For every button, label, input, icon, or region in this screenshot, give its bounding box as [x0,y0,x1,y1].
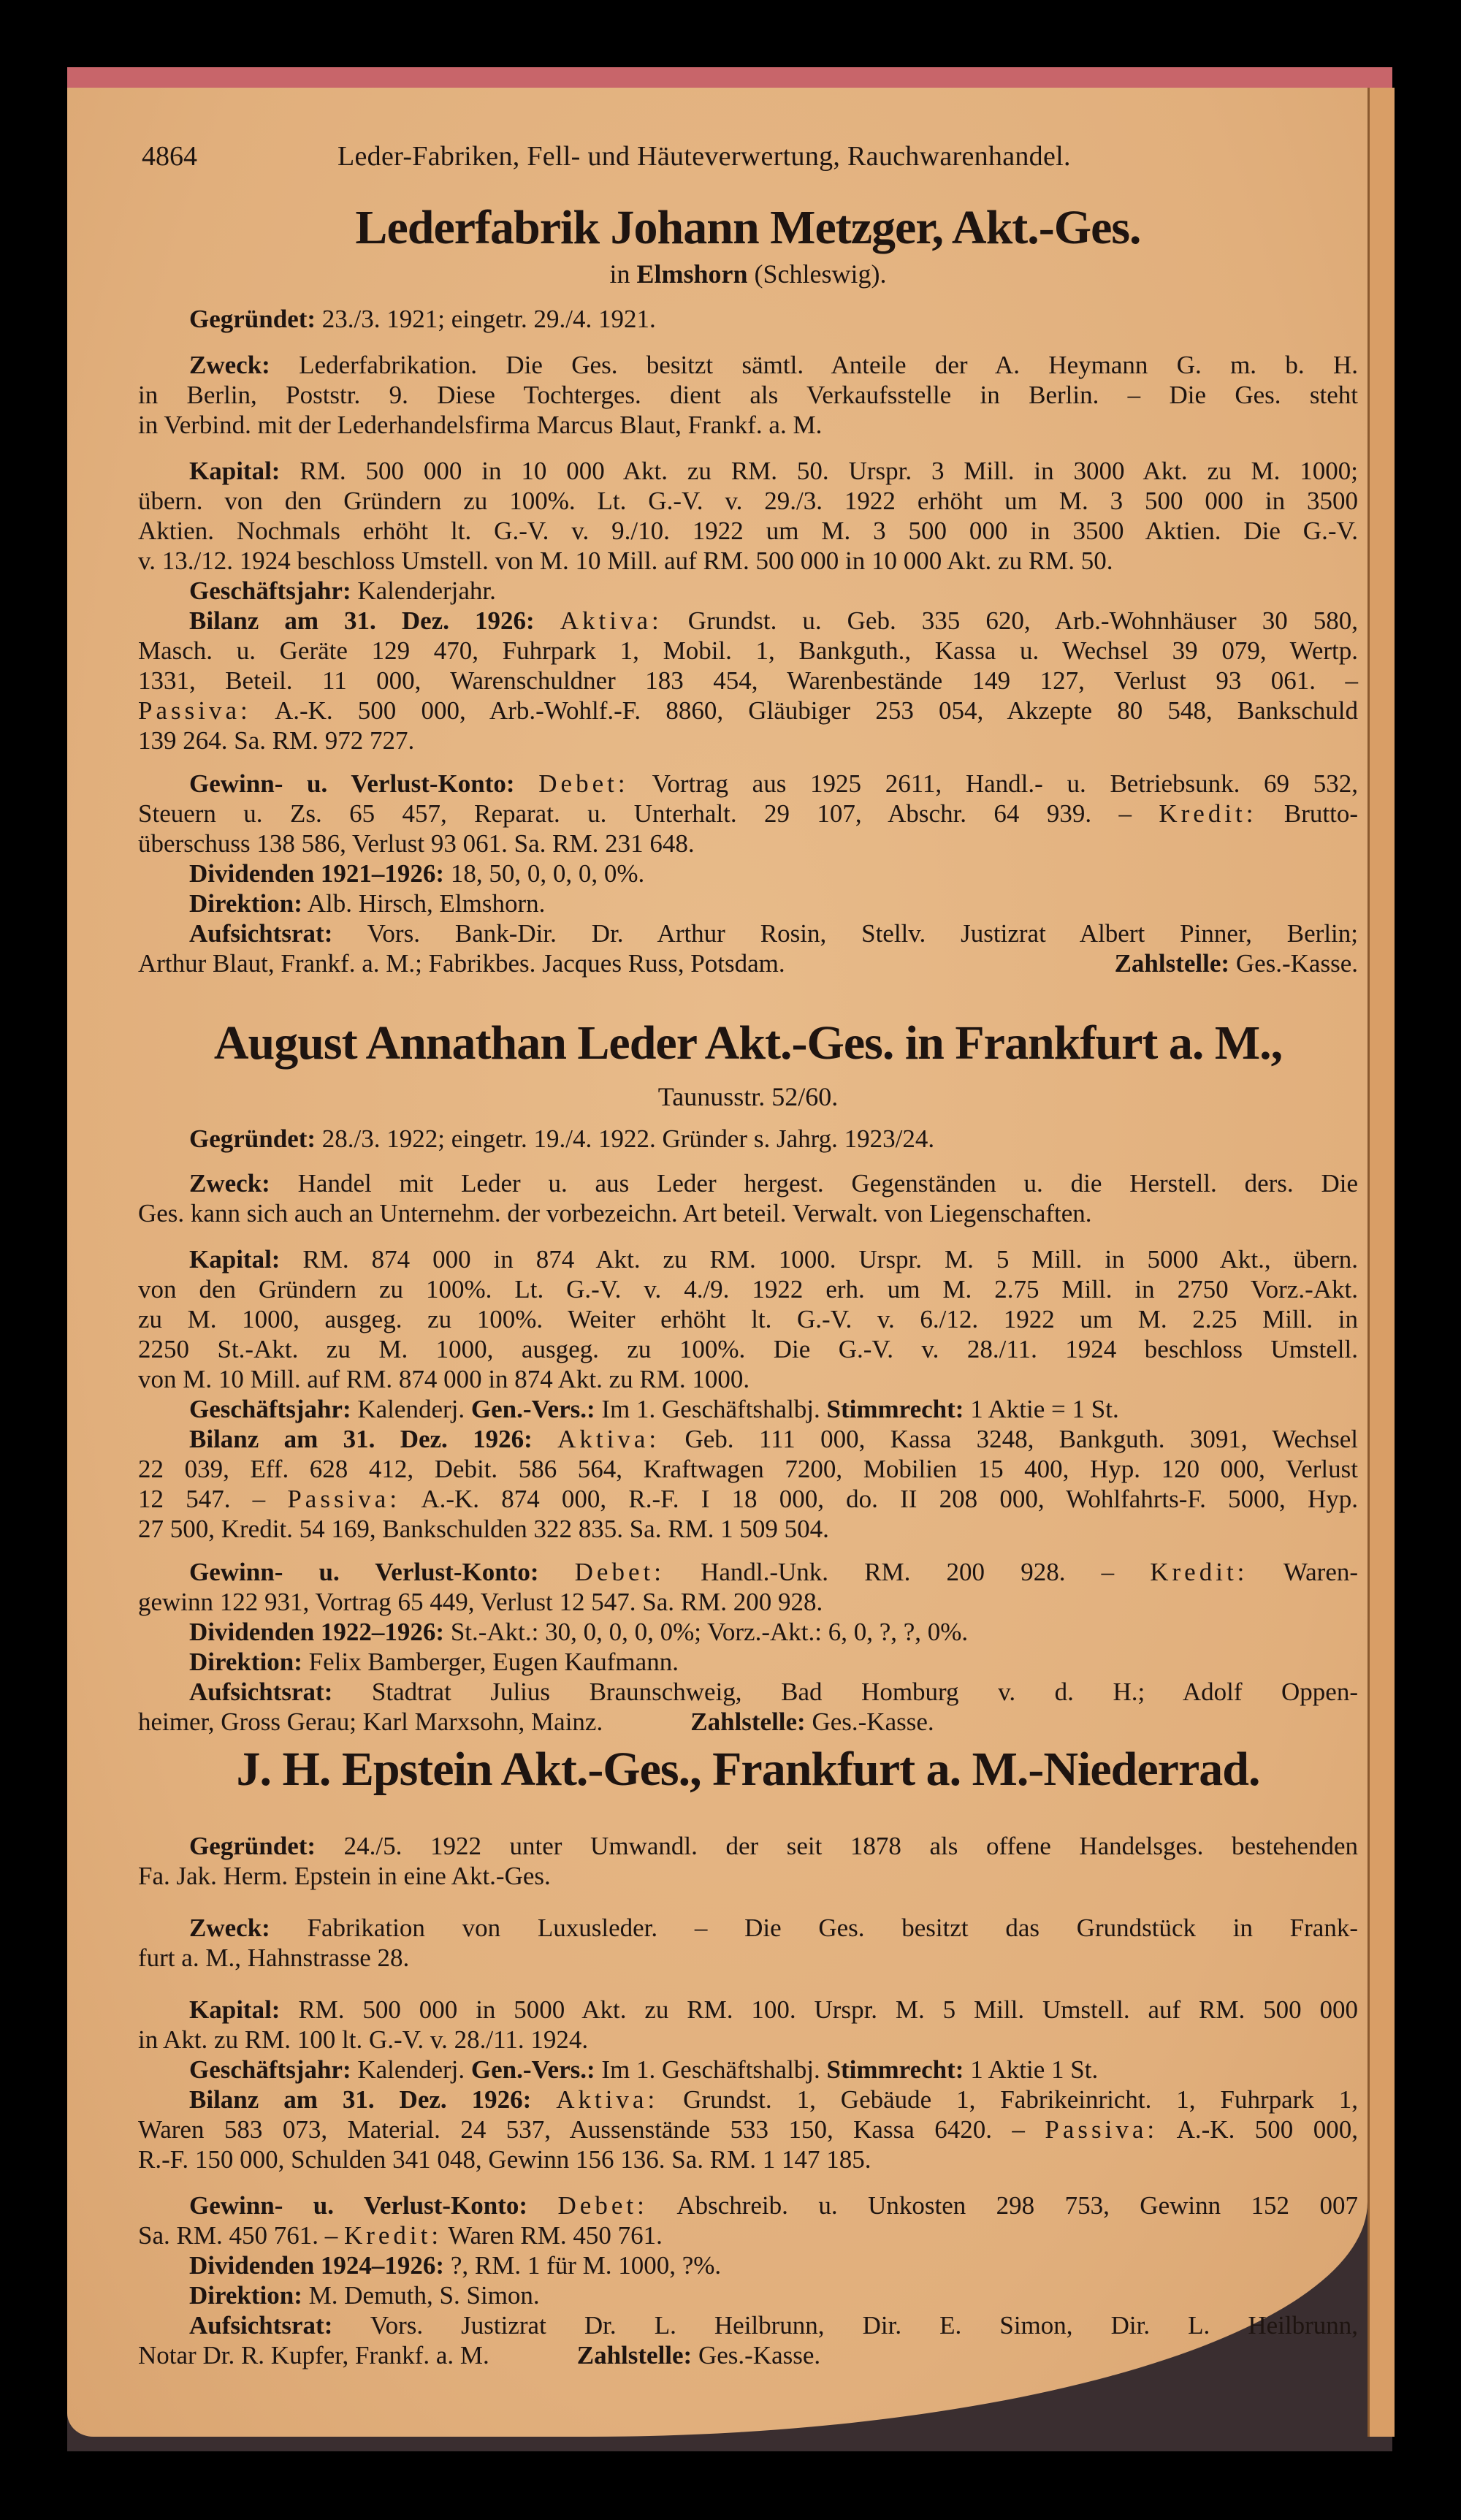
text-run: Handel mit Leder u. aus Leder hergest. Gegenständen u. die Herstell. ders. Die [270,1169,1358,1198]
entry-paragraph [138,2250,1358,2280]
text-line [138,1647,1358,1677]
text-line [138,1514,1358,1544]
text-run: Felix Bamberger, Eugen Kaufmann. [302,1648,679,1676]
book-binding-edge [67,67,1392,89]
field-label: Stimmrecht: [826,1395,964,1423]
entry-paragraph [138,918,1358,978]
text-run [515,769,539,798]
zahlstelle-label: Zahlstelle: [690,1708,806,1736]
entry-paragraph [138,1244,1358,1394]
text-run: A.-K. 874 000, R.-F. I 18 000, do. II 208 000, Wohlfahrts-F. 5000, Hyp. [400,1485,1359,1513]
text-run: Stadtrat Julius Braunschweig, Bad Homburg v. d. H.; Adolf Oppen- [332,1678,1358,1706]
text-run: 23./3. 1921; eingetr. 29./4. 1921. [316,305,656,333]
text-run: R.-F. 150 000, Schulden 341 048, Gewinn 156 136. Sa. RM. 1 147 185. [138,2145,871,2174]
text-line [138,1831,1358,1861]
entry-paragraph [138,2085,1358,2174]
text-line [138,2085,1358,2114]
text-line [138,486,1358,516]
text-run: Kalenderjahr. [351,576,496,605]
zahlstelle-label: Zahlstelle: [1114,949,1230,978]
text-line [138,1617,1358,1647]
zahlstelle-value: Ges.-Kasse. [692,2341,821,2369]
spaced-label: Debet: [538,769,629,798]
text-run: Im 1. Geschäftshalbj. [595,2055,827,2084]
text-run: Waren- [1248,1558,1359,1586]
field-label: Gegründet: [189,1832,316,1860]
entry-paragraph [138,606,1358,755]
text-line [138,2055,1358,2085]
text-run: Taunusstr. 52/60. [657,1082,839,1111]
field-label: Aufsichtsrat: [189,1678,333,1706]
entry-paragraph [138,1394,1358,1424]
text-run: 1331, Beteil. 11 000, Warenschuldner 183 454, Warenbestände 149 127, Verlust 93 061. – [138,666,1358,695]
page-paper [67,88,1367,2437]
field-label: Direktion: [189,889,302,918]
text-line [138,576,1358,606]
entry-paragraph [138,1647,1358,1677]
text-run: von M. 10 Mill. auf RM. 874 000 in 874 Akt. zu RM. 1000. [138,1365,750,1393]
company-entry [138,1014,1358,1737]
text-run: M. Demuth, S. Simon. [302,2281,540,2310]
text-run: Abschreib. u. Unkosten 298 753, Gewinn 152 007 [647,2191,1359,2220]
entry-paragraph [138,859,1358,888]
field-label: Kapital: [189,457,281,485]
text-line [138,829,1358,859]
entry-paragraph [138,2310,1358,2370]
text-line [138,304,1358,334]
entry-paragraph [138,1913,1358,1973]
field-label: Zweck: [189,351,270,379]
field-label: Direktion: [189,1648,302,1676]
field-label: Gewinn- u. Verlust-Konto: [189,769,515,798]
entry-paragraph [138,888,1358,918]
text-run: (Schleswig). [747,259,887,289]
zahlstelle [690,1708,934,1736]
entry-paragraph [138,1124,1358,1154]
text-run: 22 039, Eff. 628 412, Debit. 586 564, Kraftwagen 7200, Mobilien 15 400, Hyp. 120 000, Verlust [138,1455,1358,1483]
text-line [138,2280,1358,2310]
text-line [138,1484,1358,1514]
text-run: Geb. 111 000, Kassa 3248, Bankguth. 3091, Wechsel [660,1425,1359,1453]
text-line [138,1364,1358,1394]
text-line [138,1334,1358,1364]
field-label: Direktion: [189,2281,302,2310]
text-run: A.-K. 500 000, [1158,2115,1358,2144]
text-run: Steuern u. Zs. 65 457, Reparat. u. Unterhalt. 29 107, Abschr. 64 939. – [138,799,1159,828]
text-run: A.-K. 500 000, Arb.-Wohlf.-F. 8860, Gläubiger 253 054, Akzepte 80 548, Bankschuld [251,696,1358,725]
text-line [138,2144,1358,2174]
spaced-label: Aktiva: [560,606,663,635]
text-line [138,1587,1358,1617]
field-label: Gewinn- u. Verlust-Konto: [189,1558,539,1586]
entry-paragraph [138,456,1358,576]
text-run: übern. von den Gründern zu 100%. Lt. G.-V. v. 29./3. 1922 erhöht um M. 3 500 000 in 3500 [138,487,1358,515]
field-label: Geschäftsjahr: [189,2055,351,2084]
entry-paragraph [138,576,1358,606]
field-label: Aufsichtsrat: [189,2311,333,2340]
entry-paragraph [138,2055,1358,2085]
entry-paragraph [138,1168,1358,1228]
text-line [138,918,1358,948]
page-fore-edge [1367,88,1395,2437]
text-run: Waren RM. 450 761. [442,2221,663,2250]
text-line [138,726,1358,755]
text-line [138,2025,1358,2055]
text-line [138,948,1358,978]
company-title: Lederfabrik Johann Metzger, Akt.-Ges. [355,201,1141,254]
text-run: Fabrikation von Luxusleder. – Die Ges. besitzt das Grundstück in Frank- [270,1914,1358,1942]
entry-paragraph [138,2190,1358,2250]
text-run: Waren 583 073, Material. 24 537, Aussenstände 533 150, Kassa 6420. – [138,2115,1045,2144]
text-line [138,1707,1358,1737]
text-run: in Berlin, Poststr. 9. Diese Tochterges. dient als Verkaufsstelle in Berlin. – Die Ges. steht [138,381,1358,409]
text-run: 24./5. 1922 unter Umwandl. der seit 1878 als offene Handelsges. bestehenden [316,1832,1358,1860]
text-run: 1 Aktie = 1 St. [964,1395,1119,1423]
field-label: Elmshorn [636,259,748,289]
company-entry [138,199,1358,978]
text-run: RM. 500 000 in 5000 Akt. zu RM. 100. Urspr. M. 5 Mill. Umstell. auf RM. 500 000 [280,1995,1358,2024]
text-line [138,799,1358,829]
spaced-label: Kredit: [1159,799,1257,828]
field-label: Dividenden 1922–1926: [189,1618,445,1646]
field-label: Stimmrecht: [826,2055,964,2084]
text-run: Handl.-Unk. RM. 200 928. – [664,1558,1151,1586]
text-run: RM. 874 000 in 874 Akt. zu RM. 1000. Urspr. M. 5 Mill. in 5000 Akt., übern. [280,1245,1358,1274]
text-line [138,606,1358,636]
text-run [531,2085,556,2114]
running-head: Leder-Fabriken, Fell- und Häuteverwertung, Rauchwarenhandel. [337,141,1071,172]
text-line [138,1244,1358,1274]
text-line [138,2310,1358,2340]
spaced-label: Passiva: [138,696,251,725]
field-label: Gen.-Vers.: [470,1395,595,1423]
entry-paragraph [138,1557,1358,1617]
text-line [138,1274,1358,1304]
text-run [535,606,560,635]
text-line [138,1124,1358,1154]
text-run: Vors. Bank-Dir. Dr. Arthur Rosin, Stellv. Justizrat Albert Pinner, Berlin; [332,919,1358,948]
entry-paragraph [138,1831,1358,1891]
text-line [138,2220,1358,2250]
text-line [138,888,1358,918]
text-run: furt a. M., Hahnstrasse 28. [138,1944,410,1972]
spaced-label: Debet: [574,1558,665,1586]
text-line [138,2340,1358,2370]
text-line [138,516,1358,546]
company-location [138,1080,1358,1114]
scanned-page [67,67,1392,2451]
text-run: 28./3. 1922; eingetr. 19./4. 1922. Gründer s. Jahrg. 1923/24. [316,1124,935,1153]
text-run: 1 Aktie 1 St. [964,2055,1099,2084]
zahlstelle-value: Ges.-Kasse. [805,1708,934,1736]
text-line [138,2114,1358,2144]
entry-paragraph [138,1424,1358,1544]
field-label: Kapital: [189,1995,281,2024]
text-run: RM. 500 000 in 10 000 Akt. zu RM. 50. Urspr. 3 Mill. in 3000 Akt. zu M. 1000; [280,457,1358,485]
text-run: Grundst. u. Geb. 335 620, Arb.-Wohnhäuser 30 580, [662,606,1359,635]
field-label: Dividenden 1921–1926: [189,859,445,888]
text-run [533,1425,557,1453]
field-label: Aufsichtsrat: [189,919,333,948]
spaced-label: Kredit: [343,2221,443,2250]
text-line [138,1557,1358,1587]
text-run: Fa. Jak. Herm. Epstein in eine Akt.-Ges. [138,1862,551,1890]
entry-paragraph [138,769,1358,859]
entry-paragraph [138,1677,1358,1737]
entry-paragraph [138,350,1358,440]
zahlstelle [1115,948,1358,978]
text-run: Vors. Justizrat Dr. L. Heilbrunn, Dir. E. Simon, Dir. L. Heilbrunn, [332,2311,1358,2340]
text-line [138,1995,1358,2025]
field-label: Zweck: [189,1169,270,1198]
field-label: Gen.-Vers.: [470,2055,595,2084]
field-label: Bilanz am 31. Dez. 1926: [189,606,535,635]
field-label: Zweck: [189,1914,270,1942]
text-run: Brutto- [1256,799,1358,828]
text-run: Sa. RM. 450 761. – [138,2221,344,2250]
text-line [138,1677,1358,1707]
text-line [138,1861,1358,1891]
text-run: Vortrag aus 1925 2611, Handl.- u. Betriebsunk. 69 532, [628,769,1358,798]
company-title: August Annathan Leder Akt.-Ges. in Frankfurt a. M., [213,1016,1283,1070]
text-line [138,1168,1358,1198]
spaced-label: Passiva: [287,1485,401,1513]
text-line [138,456,1358,486]
text-run: Ges. kann sich auch an Unternehm. der vorbezeichn. Art beteil. Verwalt. von Liegenschaften. [138,1199,1092,1227]
field-label: Geschäftsjahr: [189,576,351,605]
text-line [138,2190,1358,2220]
text-run: Im 1. Geschäftshalbj. [595,1395,827,1423]
text-line [138,546,1358,576]
zahlstelle-label: Zahlstelle: [576,2341,693,2369]
page-number: 4864 [142,141,197,172]
field-label: Bilanz am 31. Dez. 1926: [189,2085,532,2114]
spaced-label: Aktiva: [556,2085,659,2114]
text-run: zu M. 1000, ausgeg. zu 100%. Weiter erhöht lt. G.-V. v. 6./12. 1922 um M. 2.25 Mill. in [138,1305,1358,1333]
text-line [138,769,1358,799]
entry-paragraph [138,304,1358,334]
text-run: Notar Dr. R. Kupfer, Frankf. a. M. [138,2341,489,2369]
text-run: Alb. Hirsch, Elmshorn. [302,889,546,918]
text-run: Kalenderj. [351,2055,471,2084]
text-run: heimer, Gross Gerau; Karl Marxsohn, Mainz. [138,1708,603,1736]
text-run: Masch. u. Geräte 129 470, Fuhrpark 1, Mobil. 1, Bankguth., Kassa u. Wechsel 39 079, Wertp. [138,636,1358,665]
text-line [138,1913,1358,1943]
text-run: Aktien. Nochmals erhöht lt. G.-V. v. 9./10. 1922 um M. 3 500 000 in 3500 Aktien. Die G.-V. [138,517,1358,545]
field-label: Kapital: [189,1245,281,1274]
text-run [538,1558,574,1586]
text-line [138,350,1358,380]
spaced-label: Aktiva: [557,1425,660,1453]
text-line [138,859,1358,888]
text-line [138,1304,1358,1334]
text-run: 12 547. – [138,1485,288,1513]
text-line [138,410,1358,440]
text-line [138,1198,1358,1228]
text-line [138,696,1358,726]
text-line [138,1394,1358,1424]
field-label: Gewinn- u. Verlust-Konto: [189,2191,528,2220]
text-run: Grundst. 1, Gebäude 1, Fabrikeinricht. 1, Fuhrpark 1, [658,2085,1359,2114]
spaced-label: Kredit: [1150,1558,1248,1586]
text-run: St.-Akt.: 30, 0, 0, 0, 0%; Vorz.-Akt.: 6, 0, ?, ?, 0%. [444,1618,969,1646]
zahlstelle-value: Ges.-Kasse. [1229,949,1358,978]
text-line [138,1424,1358,1454]
text-run: 139 264. Sa. RM. 972 727. [138,726,415,755]
field-label: Dividenden 1924–1926: [189,2251,445,2280]
text-run [527,2191,557,2220]
text-run: Lederfabrikation. Die Ges. besitzt sämtl. Anteile der A. Heymann G. m. b. H. [270,351,1358,379]
text-run: überschuss 138 586, Verlust 93 061. Sa. RM. 231 648. [138,829,695,858]
text-run: in Verbind. mit der Lederhandelsfirma Marcus Blaut, Frankf. a. M. [138,411,823,439]
entry-paragraph [138,2280,1358,2310]
text-run: gewinn 122 931, Vortrag 65 449, Verlust 12 547. Sa. RM. 200 928. [138,1588,823,1616]
field-label: Geschäftsjahr: [189,1395,351,1423]
text-line [138,2250,1358,2280]
text-line [138,1454,1358,1484]
text-run: v. 13./12. 1924 beschloss Umstell. von M. 10 Mill. auf RM. 500 000 in 10 000 Akt. zu RM. 50. [138,547,1113,575]
field-label: Bilanz am 31. Dez. 1926: [189,1425,533,1453]
entry-paragraph [138,1995,1358,2055]
text-line [138,636,1358,666]
entry-paragraph [138,1617,1358,1647]
text-run: Kalenderj. [351,1395,471,1423]
text-run: in Akt. zu RM. 100 lt. G.-V. v. 28./11. 1924. [138,2025,589,2054]
text-run: 2250 St.-Akt. zu M. 1000, ausgeg. zu 100%. Die G.-V. v. 28./11. 1924 beschloss Umstell. [138,1335,1358,1363]
text-run: in [609,259,637,289]
company-title: J. H. Epstein Akt.-Ges., Frankfurt a. M.-Niederrad. [236,1743,1260,1796]
text-run: 18, 50, 0, 0, 0, 0%. [444,859,645,888]
text-run: von den Gründern zu 100%. Lt. G.-V. v. 4./9. 1922 erh. um M. 2.75 Mill. in 2750 Vorz.-Akt. [138,1275,1358,1303]
text-line [138,1943,1358,1973]
company-location [138,257,1358,291]
text-run: 27 500, Kredit. 54 169, Bankschulden 322 835. Sa. RM. 1 509 504. [138,1515,829,1543]
zahlstelle [577,2341,820,2369]
field-label: Gegründet: [189,305,316,333]
text-line [138,666,1358,696]
text-line [138,380,1358,410]
field-label: Gegründet: [189,1124,316,1153]
spaced-label: Passiva: [1045,2115,1159,2144]
spaced-label: Debet: [557,2191,648,2220]
text-run: ?, RM. 1 für M. 1000, ?%. [444,2251,722,2280]
text-run: Arthur Blaut, Frankf. a. M.; Fabrikbes. Jacques Russ, Potsdam. [138,949,785,978]
company-entry [138,1740,1358,2370]
